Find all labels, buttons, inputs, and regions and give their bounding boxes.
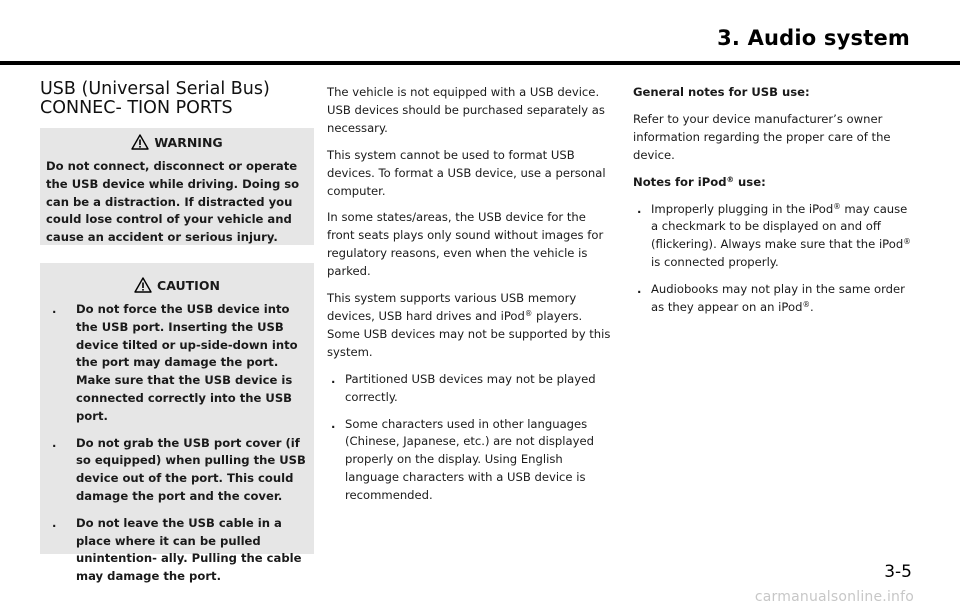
registered-mark: ®: [726, 174, 735, 184]
caution-item: [46, 515, 308, 586]
caution-list: [46, 301, 308, 586]
caution-item: [46, 435, 308, 506]
registered-mark: ®: [903, 237, 911, 247]
bullet-marker: .: [637, 282, 642, 297]
chapter-title: 3. Audio system: [717, 26, 910, 50]
paragraph: The vehicle is not equipped with a USB device. USB devices should be purchased separately as necessary.: [327, 85, 605, 135]
text-segment: players. Some USB devices may not be supported by this system.: [327, 308, 611, 359]
list-item-text: Partitioned USB devices may not be played correctly.: [345, 371, 596, 404]
registered-mark: ®: [802, 300, 810, 310]
bullet-marker: .: [52, 302, 57, 316]
section-heading: USB (Universal Serial Bus) CONNEC- TION PORTS: [40, 79, 270, 118]
bullet-marker: .: [331, 371, 336, 386]
list-item: [633, 281, 911, 317]
text-segment: Notes for iPod: [633, 174, 727, 189]
list-item: [633, 201, 911, 273]
page-number: 3-5: [884, 562, 912, 582]
text-segment: .: [809, 300, 814, 315]
caution-title: [46, 277, 308, 293]
ipod-notes-list: [633, 201, 911, 317]
registered-mark: ®: [833, 201, 841, 211]
text-segment: is connected properly.: [651, 255, 779, 270]
caution-item: [46, 301, 308, 426]
paragraph: In some states/areas, the USB device for the front seats plays only sound without images for regulatory reasons, even when the vehicle is parked.: [327, 210, 604, 279]
warning-title-text: WARNING: [154, 134, 223, 150]
bullet-marker: .: [637, 201, 642, 216]
text-segment: Improperly plugging in the iPod: [651, 201, 834, 216]
warning-title: [46, 134, 308, 150]
paragraph: Refer to your device manufacturer’s owner information regarding the proper care of the device.: [633, 111, 891, 162]
general-notes-heading: General notes for USB use:: [633, 85, 810, 99]
bullet-marker: .: [52, 435, 57, 450]
ipod-notes-heading: [633, 174, 911, 192]
list-item-text: Some characters used in other languages (Chinese, Japanese, etc.) are not displayed properly on the display. Using English language characters with a USB device is recommended.: [345, 416, 594, 503]
text-segment: may cause a checkmark to be displayed on and off (flickering). Always make sure that the iPod: [651, 201, 908, 252]
text-segment: use:: [734, 174, 766, 189]
caution-triangle-icon: [134, 277, 152, 293]
paragraph: This system cannot be used to format USB devices. To format a USB device, use a personal computer.: [327, 147, 606, 198]
list-item: [327, 416, 611, 506]
text-segment: Audiobooks may not play in the same order as they appear on an iPod: [651, 282, 905, 315]
bullet-marker: .: [331, 416, 336, 431]
list-item: [327, 371, 611, 407]
warning-text: Do not connect, disconnect or operate the USB device while driving. Doing so can be a distraction. If distracted you could lose control of your vehicle and cause an accident or serious injury.: [46, 159, 300, 245]
registered-mark: ®: [524, 308, 533, 318]
warning-box: [40, 128, 314, 245]
header-rule: [0, 61, 960, 65]
paragraph-supported-devices: [327, 290, 611, 362]
usb-notes-list: [327, 371, 611, 505]
caution-item-text: Do not leave the USB cable in a place where it can be pulled unintention- ally. Pulling the cable may damage the port.: [76, 515, 302, 584]
caution-item-text: Do not force the USB device into the USB port. Inserting the USB device tilted or up-side-down into the port may damage the port. Make sure that the USB device is connected correctly into the USB port.: [76, 302, 298, 423]
bullet-marker: .: [52, 515, 57, 530]
caution-item-text: Do not grab the USB port cover (if so equipped) when pulling the USB device out of the port. This could damage the port and the cover.: [76, 435, 306, 503]
middle-column: [327, 84, 611, 514]
right-column: [633, 84, 911, 326]
text-segment: This system supports various USB memory devices, USB hard drives and iPod: [327, 291, 577, 323]
caution-title-text: CAUTION: [157, 277, 220, 293]
warning-triangle-icon: [131, 134, 149, 150]
watermark: carmanualsonline.info: [754, 589, 914, 605]
left-column: [40, 79, 314, 584]
caution-box: [40, 263, 314, 584]
